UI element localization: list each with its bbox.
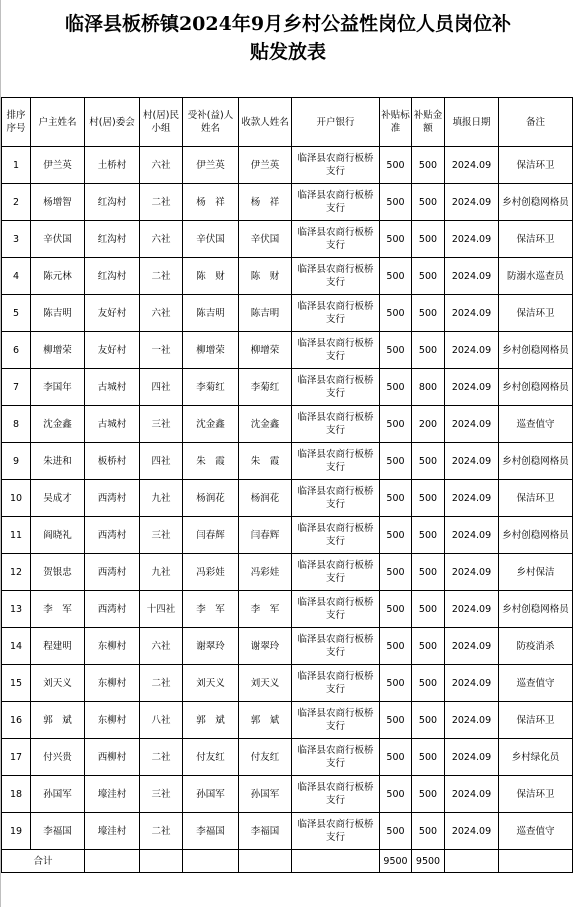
col-header-date: 填报日期 xyxy=(445,98,499,147)
cell-remark: 保洁环卫 xyxy=(499,480,573,517)
cell-remark: 乡村创稳网格员 xyxy=(499,332,573,369)
title-line-1: 临泽县板桥镇2024年9月乡村公益性岗位人员岗位补 xyxy=(64,13,512,35)
cell-payee: 柳增荣 xyxy=(239,332,292,369)
cell-bank: 临泽县农商行板桥支行 xyxy=(292,295,380,332)
cell-recipient: 沈金鑫 xyxy=(183,406,239,443)
cell-bank: 临泽县农商行板桥支行 xyxy=(292,443,380,480)
cell-group: 二社 xyxy=(140,184,183,221)
cell-payee: 伊兰英 xyxy=(239,147,292,184)
subsidy-table xyxy=(1,97,573,873)
total-empty-payee xyxy=(239,850,292,873)
cell-payee: 杨润花 xyxy=(239,480,292,517)
cell-remark: 乡村创稳网格员 xyxy=(499,184,573,221)
cell-seq: 6 xyxy=(2,332,31,369)
cell-remark: 乡村绿化员 xyxy=(499,739,573,776)
cell-payee: 朱 霞 xyxy=(239,443,292,480)
cell-village: 东柳村 xyxy=(85,628,140,665)
cell-head: 朱进和 xyxy=(31,443,85,480)
cell-recipient: 谢翠玲 xyxy=(183,628,239,665)
cell-recipient: 陈 财 xyxy=(183,258,239,295)
cell-head: 伊兰英 xyxy=(31,147,85,184)
cell-seq: 3 xyxy=(2,221,31,258)
cell-amount: 500 xyxy=(412,147,445,184)
cell-head: 郭 斌 xyxy=(31,702,85,739)
cell-seq: 7 xyxy=(2,369,31,406)
col-header-recipient: 受补(益)人姓名 xyxy=(183,98,239,147)
cell-amount: 500 xyxy=(412,776,445,813)
cell-standard: 500 xyxy=(380,628,412,665)
cell-bank: 临泽县农商行板桥支行 xyxy=(292,147,380,184)
cell-head: 贺银忠 xyxy=(31,554,85,591)
cell-head: 孙国军 xyxy=(31,776,85,813)
cell-remark: 乡村保洁 xyxy=(499,554,573,591)
total-empty-remark xyxy=(499,850,573,873)
cell-seq: 11 xyxy=(2,517,31,554)
cell-amount: 500 xyxy=(412,258,445,295)
cell-seq: 2 xyxy=(2,184,31,221)
cell-seq: 15 xyxy=(2,665,31,702)
cell-head: 吴成才 xyxy=(31,480,85,517)
cell-village: 友好村 xyxy=(85,295,140,332)
cell-standard: 500 xyxy=(380,517,412,554)
cell-standard: 500 xyxy=(380,406,412,443)
cell-bank: 临泽县农商行板桥支行 xyxy=(292,184,380,221)
cell-head: 李国年 xyxy=(31,369,85,406)
table-row xyxy=(2,480,573,517)
cell-group: 九社 xyxy=(140,480,183,517)
cell-standard: 500 xyxy=(380,776,412,813)
cell-date: 2024.09 xyxy=(445,517,499,554)
cell-payee: 郭 斌 xyxy=(239,702,292,739)
cell-group: 二社 xyxy=(140,813,183,850)
cell-bank: 临泽县农商行板桥支行 xyxy=(292,258,380,295)
cell-payee: 孙国军 xyxy=(239,776,292,813)
cell-standard: 500 xyxy=(380,739,412,776)
cell-recipient: 杨润花 xyxy=(183,480,239,517)
cell-standard: 500 xyxy=(380,813,412,850)
cell-bank: 临泽县农商行板桥支行 xyxy=(292,628,380,665)
cell-village: 东柳村 xyxy=(85,702,140,739)
cell-remark: 保洁环卫 xyxy=(499,776,573,813)
table-row xyxy=(2,184,573,221)
title-line-2: 贴发放表 xyxy=(249,41,326,63)
cell-recipient: 刘天义 xyxy=(183,665,239,702)
cell-standard: 500 xyxy=(380,702,412,739)
cell-bank: 临泽县农商行板桥支行 xyxy=(292,406,380,443)
header-row xyxy=(2,98,573,147)
cell-group: 六社 xyxy=(140,628,183,665)
cell-group: 四社 xyxy=(140,369,183,406)
col-header-village: 村(居)委会 xyxy=(85,98,140,147)
cell-amount: 500 xyxy=(412,665,445,702)
table-row xyxy=(2,739,573,776)
cell-amount: 500 xyxy=(412,739,445,776)
total-empty-village xyxy=(85,850,140,873)
total-empty-group xyxy=(140,850,183,873)
cell-seq: 9 xyxy=(2,443,31,480)
cell-head: 李 军 xyxy=(31,591,85,628)
cell-seq: 10 xyxy=(2,480,31,517)
cell-remark: 巡查值守 xyxy=(499,665,573,702)
cell-payee: 沈金鑫 xyxy=(239,406,292,443)
cell-group: 六社 xyxy=(140,147,183,184)
cell-recipient: 郭 斌 xyxy=(183,702,239,739)
cell-standard: 500 xyxy=(380,480,412,517)
cell-recipient: 辛伏国 xyxy=(183,221,239,258)
cell-recipient: 闫春辉 xyxy=(183,517,239,554)
cell-amount: 500 xyxy=(412,591,445,628)
cell-village: 东柳村 xyxy=(85,665,140,702)
cell-village: 红沟村 xyxy=(85,221,140,258)
col-header-standard: 补贴标准 xyxy=(380,98,412,147)
table-row xyxy=(2,221,573,258)
cell-payee: 陈 财 xyxy=(239,258,292,295)
cell-bank: 临泽县农商行板桥支行 xyxy=(292,554,380,591)
cell-village: 古城村 xyxy=(85,369,140,406)
cell-recipient: 李 军 xyxy=(183,591,239,628)
cell-group: 二社 xyxy=(140,258,183,295)
table-row xyxy=(2,147,573,184)
table-row xyxy=(2,443,573,480)
cell-recipient: 朱 霞 xyxy=(183,443,239,480)
table-row xyxy=(2,702,573,739)
table-row xyxy=(2,406,573,443)
cell-date: 2024.09 xyxy=(445,147,499,184)
cell-recipient: 冯彩娃 xyxy=(183,554,239,591)
cell-amount: 200 xyxy=(412,406,445,443)
cell-amount: 500 xyxy=(412,221,445,258)
total-empty-bank xyxy=(292,850,380,873)
cell-payee: 冯彩娃 xyxy=(239,554,292,591)
col-header-payee: 收款人姓名 xyxy=(239,98,292,147)
cell-seq: 5 xyxy=(2,295,31,332)
col-header-bank: 开户银行 xyxy=(292,98,380,147)
cell-standard: 500 xyxy=(380,332,412,369)
table-body xyxy=(2,147,573,850)
col-header-amount: 补贴金额 xyxy=(412,98,445,147)
cell-standard: 500 xyxy=(380,369,412,406)
col-header-head: 户主姓名 xyxy=(31,98,85,147)
cell-head: 陈元林 xyxy=(31,258,85,295)
total-empty-recipient xyxy=(183,850,239,873)
cell-bank: 临泽县农商行板桥支行 xyxy=(292,591,380,628)
cell-head: 杨增智 xyxy=(31,184,85,221)
cell-date: 2024.09 xyxy=(445,813,499,850)
cell-seq: 16 xyxy=(2,702,31,739)
cell-village: 友好村 xyxy=(85,332,140,369)
cell-bank: 临泽县农商行板桥支行 xyxy=(292,776,380,813)
cell-payee: 李福国 xyxy=(239,813,292,850)
cell-village: 板桥村 xyxy=(85,443,140,480)
cell-date: 2024.09 xyxy=(445,739,499,776)
cell-head: 付兴贵 xyxy=(31,739,85,776)
cell-head: 阎晓礼 xyxy=(31,517,85,554)
cell-amount: 500 xyxy=(412,184,445,221)
cell-bank: 临泽县农商行板桥支行 xyxy=(292,739,380,776)
cell-recipient: 孙国军 xyxy=(183,776,239,813)
cell-date: 2024.09 xyxy=(445,776,499,813)
cell-seq: 4 xyxy=(2,258,31,295)
cell-seq: 8 xyxy=(2,406,31,443)
cell-remark: 乡村创稳网格员 xyxy=(499,517,573,554)
cell-bank: 临泽县农商行板桥支行 xyxy=(292,665,380,702)
cell-remark: 保洁环卫 xyxy=(499,702,573,739)
cell-village: 西湾村 xyxy=(85,591,140,628)
table-row xyxy=(2,332,573,369)
cell-remark: 保洁环卫 xyxy=(499,295,573,332)
cell-head: 李福国 xyxy=(31,813,85,850)
table-row xyxy=(2,517,573,554)
cell-group: 六社 xyxy=(140,295,183,332)
cell-payee: 杨 祥 xyxy=(239,184,292,221)
total-row xyxy=(2,850,573,873)
cell-group: 十四社 xyxy=(140,591,183,628)
table-row xyxy=(2,369,573,406)
cell-group: 八社 xyxy=(140,702,183,739)
cell-standard: 500 xyxy=(380,665,412,702)
cell-group: 二社 xyxy=(140,739,183,776)
cell-standard: 500 xyxy=(380,591,412,628)
col-header-group: 村(居)民小组 xyxy=(140,98,183,147)
cell-village: 西柳村 xyxy=(85,739,140,776)
cell-date: 2024.09 xyxy=(445,702,499,739)
cell-head: 沈金鑫 xyxy=(31,406,85,443)
cell-amount: 500 xyxy=(412,295,445,332)
cell-date: 2024.09 xyxy=(445,295,499,332)
cell-group: 一社 xyxy=(140,332,183,369)
cell-remark: 保洁环卫 xyxy=(499,147,573,184)
total-standard: 9500 xyxy=(380,850,412,873)
cell-village: 土桥村 xyxy=(85,147,140,184)
col-header-seq: 排序序号 xyxy=(2,98,31,147)
cell-standard: 500 xyxy=(380,184,412,221)
table-row xyxy=(2,665,573,702)
table-row xyxy=(2,258,573,295)
cell-payee: 刘天义 xyxy=(239,665,292,702)
cell-seq: 18 xyxy=(2,776,31,813)
cell-group: 三社 xyxy=(140,517,183,554)
cell-recipient: 杨 祥 xyxy=(183,184,239,221)
cell-amount: 500 xyxy=(412,702,445,739)
cell-amount: 500 xyxy=(412,554,445,591)
cell-recipient: 李菊红 xyxy=(183,369,239,406)
cell-amount: 500 xyxy=(412,480,445,517)
total-empty-date xyxy=(445,850,499,873)
table-row xyxy=(2,776,573,813)
cell-bank: 临泽县农商行板桥支行 xyxy=(292,480,380,517)
cell-remark: 乡村创稳网格员 xyxy=(499,369,573,406)
cell-date: 2024.09 xyxy=(445,258,499,295)
cell-head: 刘天义 xyxy=(31,665,85,702)
cell-remark: 防疫消杀 xyxy=(499,628,573,665)
cell-bank: 临泽县农商行板桥支行 xyxy=(292,221,380,258)
total-amount: 9500 xyxy=(412,850,445,873)
cell-seq: 1 xyxy=(2,147,31,184)
cell-bank: 临泽县农商行板桥支行 xyxy=(292,332,380,369)
cell-amount: 500 xyxy=(412,813,445,850)
cell-date: 2024.09 xyxy=(445,628,499,665)
cell-amount: 500 xyxy=(412,443,445,480)
cell-amount: 500 xyxy=(412,628,445,665)
cell-remark: 乡村创稳网格员 xyxy=(499,591,573,628)
cell-village: 西湾村 xyxy=(85,554,140,591)
cell-date: 2024.09 xyxy=(445,406,499,443)
cell-village: 壕洼村 xyxy=(85,813,140,850)
cell-seq: 17 xyxy=(2,739,31,776)
table-row xyxy=(2,554,573,591)
cell-payee: 付友红 xyxy=(239,739,292,776)
cell-group: 二社 xyxy=(140,665,183,702)
cell-amount: 500 xyxy=(412,517,445,554)
table-row xyxy=(2,813,573,850)
cell-payee: 陈吉明 xyxy=(239,295,292,332)
cell-seq: 14 xyxy=(2,628,31,665)
cell-date: 2024.09 xyxy=(445,591,499,628)
cell-date: 2024.09 xyxy=(445,369,499,406)
cell-bank: 临泽县农商行板桥支行 xyxy=(292,517,380,554)
cell-amount: 800 xyxy=(412,369,445,406)
cell-village: 壕洼村 xyxy=(85,776,140,813)
cell-recipient: 伊兰英 xyxy=(183,147,239,184)
cell-group: 三社 xyxy=(140,776,183,813)
cell-date: 2024.09 xyxy=(445,184,499,221)
cell-recipient: 李福国 xyxy=(183,813,239,850)
cell-village: 西湾村 xyxy=(85,480,140,517)
cell-village: 红沟村 xyxy=(85,184,140,221)
cell-payee: 谢翠玲 xyxy=(239,628,292,665)
cell-standard: 500 xyxy=(380,147,412,184)
cell-standard: 500 xyxy=(380,295,412,332)
cell-village: 西湾村 xyxy=(85,517,140,554)
cell-head: 陈吉明 xyxy=(31,295,85,332)
cell-bank: 临泽县农商行板桥支行 xyxy=(292,369,380,406)
cell-payee: 李菊红 xyxy=(239,369,292,406)
cell-seq: 13 xyxy=(2,591,31,628)
table-row xyxy=(2,628,573,665)
cell-date: 2024.09 xyxy=(445,480,499,517)
cell-group: 六社 xyxy=(140,221,183,258)
cell-date: 2024.09 xyxy=(445,221,499,258)
table-row xyxy=(2,591,573,628)
cell-seq: 19 xyxy=(2,813,31,850)
cell-payee: 李 军 xyxy=(239,591,292,628)
cell-remark: 巡查值守 xyxy=(499,406,573,443)
cell-standard: 500 xyxy=(380,221,412,258)
cell-remark: 乡村创稳网格员 xyxy=(499,443,573,480)
cell-date: 2024.09 xyxy=(445,554,499,591)
page-title xyxy=(0,10,576,66)
cell-standard: 500 xyxy=(380,554,412,591)
cell-village: 红沟村 xyxy=(85,258,140,295)
table-row xyxy=(2,295,573,332)
cell-recipient: 陈吉明 xyxy=(183,295,239,332)
cell-bank: 临泽县农商行板桥支行 xyxy=(292,813,380,850)
cell-standard: 500 xyxy=(380,258,412,295)
cell-payee: 辛伏国 xyxy=(239,221,292,258)
cell-head: 辛伏国 xyxy=(31,221,85,258)
cell-date: 2024.09 xyxy=(445,332,499,369)
cell-remark: 防溺水巡查员 xyxy=(499,258,573,295)
cell-group: 九社 xyxy=(140,554,183,591)
cell-amount: 500 xyxy=(412,332,445,369)
cell-payee: 闫春辉 xyxy=(239,517,292,554)
cell-remark: 保洁环卫 xyxy=(499,221,573,258)
cell-seq: 12 xyxy=(2,554,31,591)
cell-head: 柳增荣 xyxy=(31,332,85,369)
cell-group: 三社 xyxy=(140,406,183,443)
total-label: 合计 xyxy=(2,850,85,873)
cell-recipient: 柳增荣 xyxy=(183,332,239,369)
cell-village: 古城村 xyxy=(85,406,140,443)
cell-remark: 巡查值守 xyxy=(499,813,573,850)
cell-date: 2024.09 xyxy=(445,443,499,480)
cell-group: 四社 xyxy=(140,443,183,480)
cell-date: 2024.09 xyxy=(445,665,499,702)
col-header-remark: 备注 xyxy=(499,98,573,147)
cell-standard: 500 xyxy=(380,443,412,480)
cell-bank: 临泽县农商行板桥支行 xyxy=(292,702,380,739)
cell-recipient: 付友红 xyxy=(183,739,239,776)
cell-head: 程建明 xyxy=(31,628,85,665)
